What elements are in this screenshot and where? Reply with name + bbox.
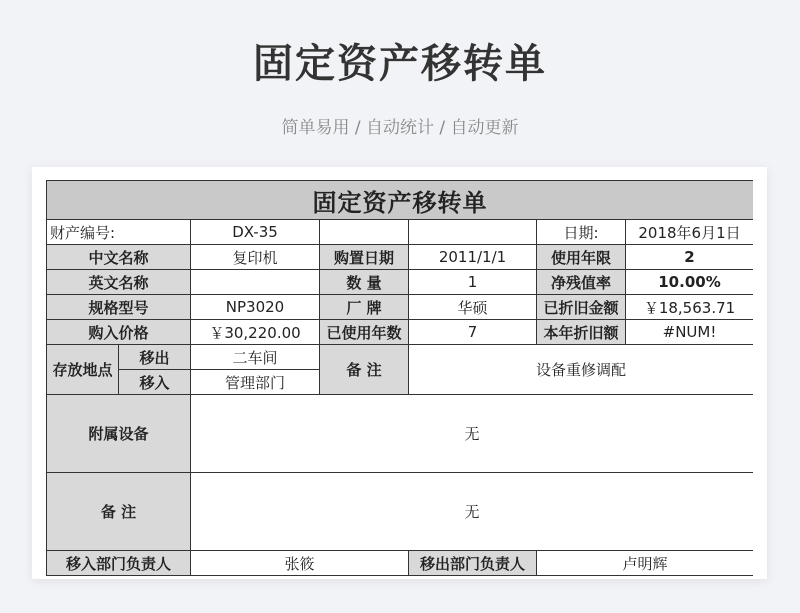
- year-depreciation-value[interactable]: #NUM!: [626, 320, 754, 345]
- years-used-label: 已使用年数: [320, 320, 409, 345]
- location-label: 存放地点: [47, 345, 119, 395]
- move-in-label: 移入: [119, 370, 191, 395]
- accessories-label: 附属设备: [47, 395, 191, 473]
- asset-no-value[interactable]: DX-35: [191, 220, 320, 245]
- residual-rate-label: 净残值率: [537, 270, 626, 295]
- year-depreciation-label: 本年折旧额: [537, 320, 626, 345]
- date-label: 日期:: [537, 220, 626, 245]
- years-used-value[interactable]: 7: [409, 320, 537, 345]
- purchase-date-label: 购置日期: [320, 245, 409, 270]
- out-dept-head-label: 移出部门负责人: [409, 551, 537, 576]
- brand-label: 厂 牌: [320, 295, 409, 320]
- in-dept-head-label: 移入部门负责人: [47, 551, 191, 576]
- residual-rate-value[interactable]: 10.00%: [626, 270, 754, 295]
- remark2-value[interactable]: 无: [191, 473, 754, 551]
- en-name-value[interactable]: [191, 270, 320, 295]
- brand-value[interactable]: 华硕: [409, 295, 537, 320]
- accessories-value[interactable]: 无: [191, 395, 754, 473]
- move-out-label: 移出: [119, 345, 191, 370]
- form-title: 固定资产移转单: [47, 181, 754, 220]
- remark-label: 备 注: [320, 345, 409, 395]
- depreciated-amount-value[interactable]: ￥18,563.71: [626, 295, 754, 320]
- quantity-label: 数 量: [320, 270, 409, 295]
- quantity-value[interactable]: 1: [409, 270, 537, 295]
- purchase-date-value[interactable]: 2011/1/1: [409, 245, 537, 270]
- en-name-label: 英文名称: [47, 270, 191, 295]
- move-out-value[interactable]: 二车间: [191, 345, 320, 370]
- purchase-price-value[interactable]: ￥30,220.00: [191, 320, 320, 345]
- out-dept-head-value[interactable]: 卢明辉: [537, 551, 754, 576]
- service-life-value[interactable]: 2: [626, 245, 754, 270]
- in-dept-head-value[interactable]: 张筱: [191, 551, 409, 576]
- spreadsheet-area[interactable]: [46, 180, 753, 579]
- move-in-value[interactable]: 管理部门: [191, 370, 320, 395]
- asset-no-label: 财产编号:: [47, 220, 191, 245]
- remark-value[interactable]: 设备重修调配: [409, 345, 754, 395]
- document-card: [32, 167, 767, 579]
- model-value[interactable]: NP3020: [191, 295, 320, 320]
- cn-name-value[interactable]: 复印机: [191, 245, 320, 270]
- purchase-price-label: 购入价格: [47, 320, 191, 345]
- cn-name-label: 中文名称: [47, 245, 191, 270]
- page-subtitle: 简单易用 / 自动统计 / 自动更新: [281, 118, 519, 138]
- page-title: 固定资产移转单: [253, 41, 547, 87]
- transfer-form-table: [46, 180, 753, 576]
- empty-cell[interactable]: [320, 220, 409, 245]
- depreciated-amount-label: 已折旧金额: [537, 295, 626, 320]
- empty-cell[interactable]: [409, 220, 537, 245]
- remark2-label: 备 注: [47, 473, 191, 551]
- service-life-label: 使用年限: [537, 245, 626, 270]
- model-label: 规格型号: [47, 295, 191, 320]
- date-value[interactable]: 2018年6月1日: [626, 220, 754, 245]
